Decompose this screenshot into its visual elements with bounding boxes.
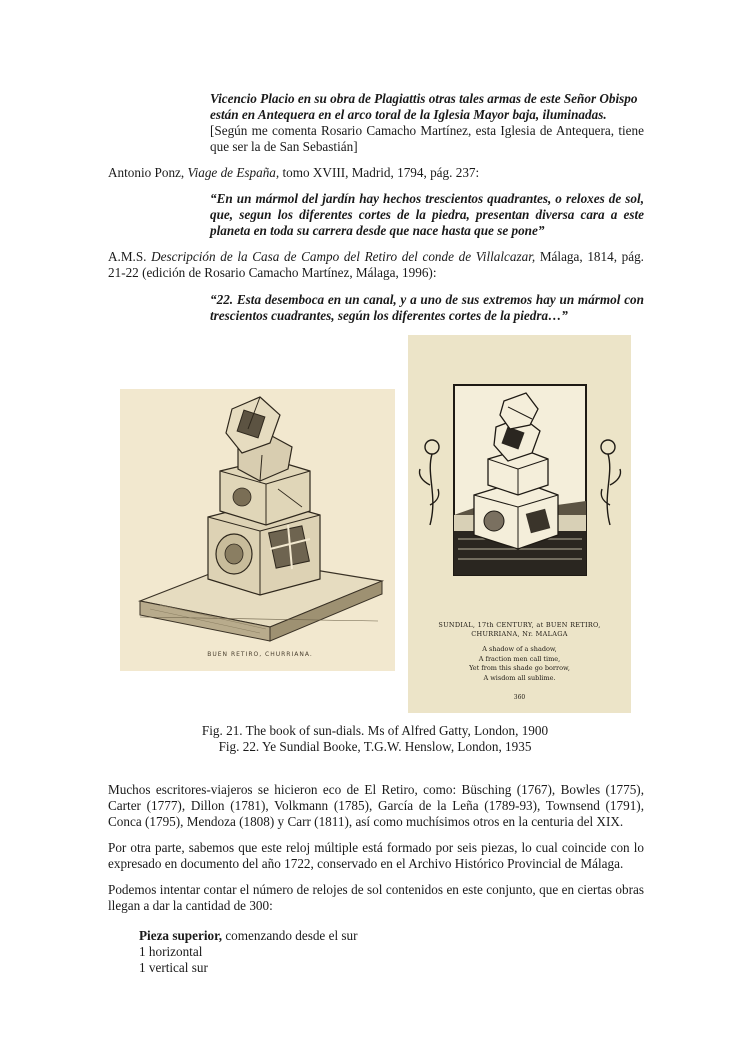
pieza-superior-list (139, 928, 619, 977)
ref-title: Descripción de la Casa de Campo del Retiro del conde de Villalcazar, (151, 249, 536, 264)
figure-21-caption: Fig. 21. The book of sun-dials. Ms of Alfred Gatty, London, 1900 (201, 723, 549, 738)
list-heading-rest: comenzando desde el sur (222, 928, 358, 943)
plate-title (408, 621, 631, 639)
reference-ams (108, 249, 644, 281)
plate-title-line: SUNDIAL, 17th CENTURY, at BUEN RETIRO, (438, 621, 601, 629)
plate-title-line: CHURRIANA, Nr. MALAGA (471, 630, 568, 638)
ref-details: Málaga, 1814, pág. 21-22 (edición de Rosario Camacho Martínez, Málaga, 1996): (108, 249, 644, 281)
ref-author: Antonio Ponz, (108, 165, 188, 180)
quote-plagiattis (210, 91, 644, 123)
quote-line: Vicencio Placio en su obra de Plagiattis otras tales armas de este Señor Obispo (210, 91, 638, 106)
quote-ponz: “En un mármol del jardín hay hechos trescientos quadrantes, o reloxes de sol, que, segun los diferentes cortes de la piedra, presentan diversa cara a este planeta en toda su carrera desde que nace hasta que se pone” (210, 191, 644, 239)
reference-ponz (108, 165, 644, 181)
paragraph-count: Podemos intentar contar el número de relojes de sol contenidos en este conjunto, que en ciertas obras llegan a dar la cantidad de 300: (108, 882, 644, 914)
verse-line: Yet from this shade go borrow, (469, 664, 570, 672)
ref-details: tomo XVIII, Madrid, 1794, pág. 237: (279, 165, 480, 180)
figure-21-engraving (120, 389, 395, 671)
quote-ams: “22. Esta desemboca en un canal, y a uno de sus extremos hay un mármol con trescientos cuadrantes, según los diferentes cortes de la piedra…” (210, 292, 644, 324)
ref-author: A.M.S. (108, 249, 152, 264)
ref-title: Viage de España, (187, 165, 280, 180)
engraving-inscription: BUEN RETIRO, CHURRIANA. (207, 651, 313, 658)
paragraph-travelers: Muchos escritores-viajeros se hicieron eco de El Retiro, como: Büsching (1767), Bowles (1775), Carter (1777), Dillon (1781), Volkmann (1785), García de la Leña (1789-93), Townsend (1791), Conca (1795), Mendoza (1808) y Carr (1811), así como muchísimos otros en la centuria del XIX. (108, 782, 644, 830)
plate-page-number: 360 (513, 694, 526, 701)
list-item: 1 vertical sur (139, 960, 208, 976)
verse-line: A wisdom all sublime. (483, 673, 556, 682)
plate-verse (408, 645, 631, 683)
list-heading-bold: Pieza superior, (139, 928, 223, 943)
paragraph-six-pieces: Por otra parte, sabemos que este reloj múltiple está formado por seis piezas, lo cual coincide con lo expresado en documento del año 1722, conservado en el Archivo Histórico Provincial de Málaga. (108, 840, 644, 872)
verse-line: A fraction men call time, (478, 654, 561, 663)
quote-line: están en Antequera en el arco toral de la Iglesia Mayor baja, iluminadas. (210, 107, 607, 123)
figure-22-caption: Fig. 22. Ye Sundial Booke, T.G.W. Henslow, London, 1935 (218, 739, 532, 754)
figure-22-book-page (408, 335, 631, 713)
verse-line: A shadow of a shadow, (482, 645, 557, 653)
list-heading (139, 928, 619, 944)
bracket-note: [Según me comenta Rosario Camacho Martínez, esta Iglesia de Antequera, tiene que ser la de San Sebastián] (210, 123, 644, 155)
sundial-engraving-illustration (120, 389, 395, 671)
list-item: 1 horizontal (139, 944, 203, 960)
